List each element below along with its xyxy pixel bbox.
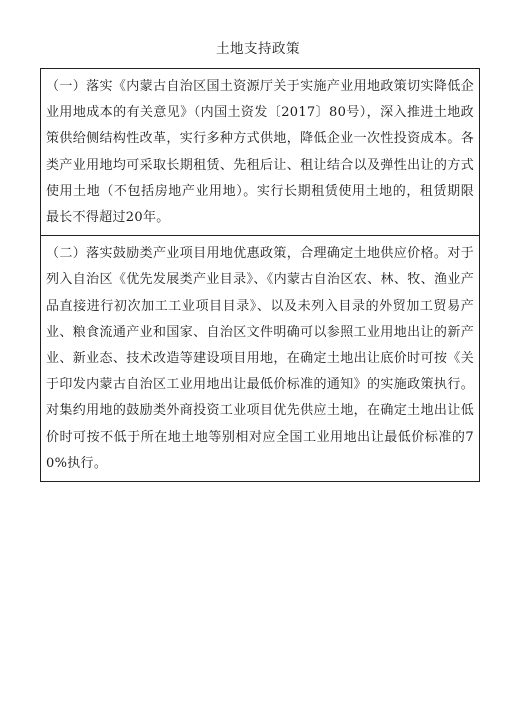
policy-section-2-text: （二）落实鼓励类产业项目用地优惠政策，合理确定土地供应价格。对于列入自治区《优先发展类产业目录》、《内蒙古自治区农、林、牧、渔业产品直接进行初次加工工业项目目录》、以及未列入目录的外贸加工贸易产业、粮食流通产业和国家、自治区文件明确可以参照工业用地出让的新产业、新业态、技术改造等建设项目用地，在确定土地出让底价时可按《关于印发内蒙古自治区工业用地出让最低价标准的通知》的实施政策执行。对集约用地的鼓励类外商投资工业项目优先供应土地，在确定土地出让低价时可按不低于所在地土地等别相对应全国工业用地出让最低价标准的70%执行。 — [46, 246, 474, 471]
policy-section-2 — [41, 235, 479, 481]
policy-section-1-text: （一）落实《内蒙古自治区国土资源厅关于实施产业用地政策切实降低企业用地成本的有关意见》（内国土资发〔2017〕80号），深入推进土地政策供给侧结构性改革，实行多种方式供地，降低企业一次性投资成本。各类产业用地均可采取长期租赁、先租后让、租让结合以及弹性出让的方式使用土地（不包括房地产业用地）。实行长期租赁使用土地的，租赁期限最长不得超过20年。 — [46, 79, 474, 226]
policy-table — [40, 68, 480, 482]
policy-section-1 — [41, 69, 479, 235]
page-title: 土地支持政策 — [216, 41, 300, 57]
